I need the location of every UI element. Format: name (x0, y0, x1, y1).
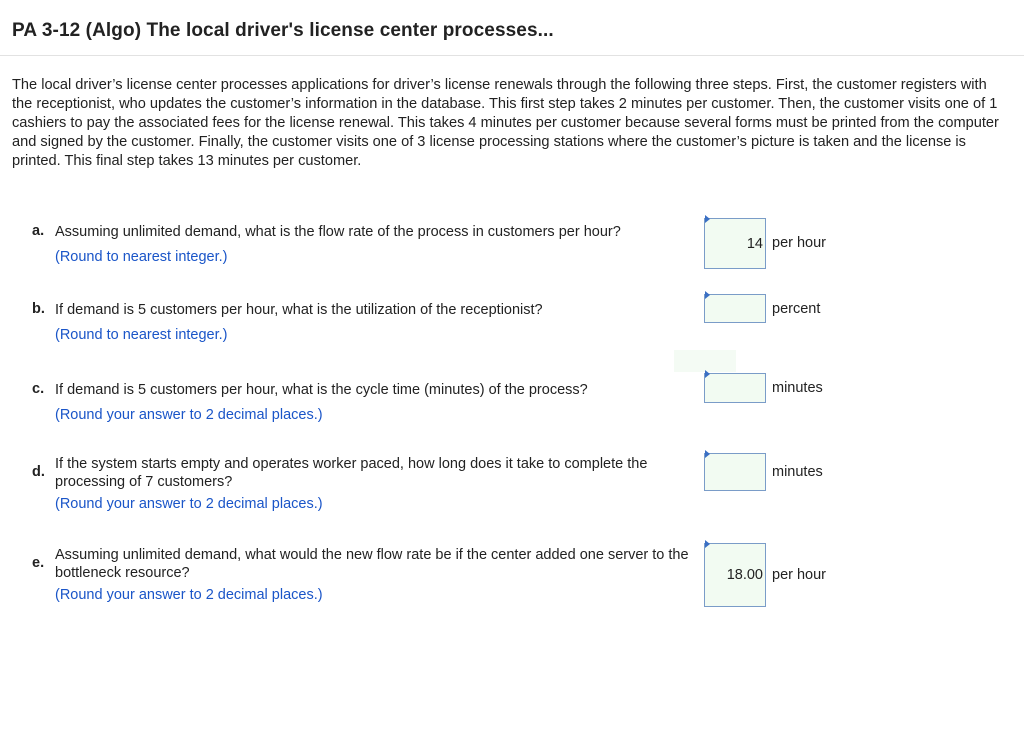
question-text: If demand is 5 customers per hour, what is the cycle time (minutes) of the process? (55, 382, 588, 398)
question-text: If demand is 5 customers per hour, what is the utilization of the receptionist? (55, 302, 543, 318)
question-hint: (Round to nearest integer.) (55, 327, 228, 343)
question-e (30, 546, 990, 616)
problem-description: The local driver’s license center processes applications for driver’s license renewals through the following three steps. First, the customer registers with the receptionist, who updates the customer’s information in the database. This first step takes 2 minutes per customer. Then, the customer visits one of 1 cashiers to pay the associated fees for the license renewal. This takes 4 minutes per customer because several forms must be printed from the computer and signed by the customer. Finally, the customer visits one of 3 license processing stations where the customer’s picture is taken and the license is printed. This final step takes 13 minutes per customer. (12, 77, 999, 169)
unit-label: per hour (772, 235, 827, 251)
question-hint: (Round your answer to 2 decimal places.) (55, 407, 323, 423)
question-hint: (Round your answer to 2 decimal places.) (55, 587, 323, 603)
question-text: Assuming unlimited demand, what would the new flow rate be if the center added one server to the bottleneck resource? (55, 547, 689, 581)
question-hint: (Round to nearest integer.) (55, 249, 228, 265)
question-d (30, 455, 990, 525)
question-letter: a. (32, 223, 45, 239)
answer-input-e[interactable]: 18.00 (704, 543, 766, 607)
question-letter: d. (32, 464, 45, 480)
unit-label: minutes (772, 380, 823, 396)
question-b (30, 300, 990, 370)
answer-input-a[interactable]: 14 (704, 218, 766, 269)
answer-input-c[interactable] (704, 373, 766, 403)
title-divider (0, 55, 1024, 56)
question-text: Assuming unlimited demand, what is the flow rate of the process in customers per hour? (55, 224, 621, 240)
answer-input-d[interactable] (704, 453, 766, 491)
question-letter: c. (32, 381, 45, 397)
question-letter: e. (32, 555, 45, 571)
empty-answer-placeholder (674, 350, 736, 372)
question-c (30, 380, 990, 450)
unit-label: percent (772, 301, 821, 317)
question-letter: b. (32, 301, 45, 317)
unit-label: per hour (772, 567, 827, 583)
page-title: PA 3-12 (Algo) The local driver's license center processes... (12, 20, 554, 41)
answer-input-b[interactable] (704, 294, 766, 323)
question-hint: (Round your answer to 2 decimal places.) (55, 496, 323, 512)
question-text: If the system starts empty and operates worker paced, how long does it take to complete the processing of 7 customers? (55, 456, 648, 490)
unit-label: minutes (772, 464, 823, 480)
question-a (30, 222, 990, 292)
